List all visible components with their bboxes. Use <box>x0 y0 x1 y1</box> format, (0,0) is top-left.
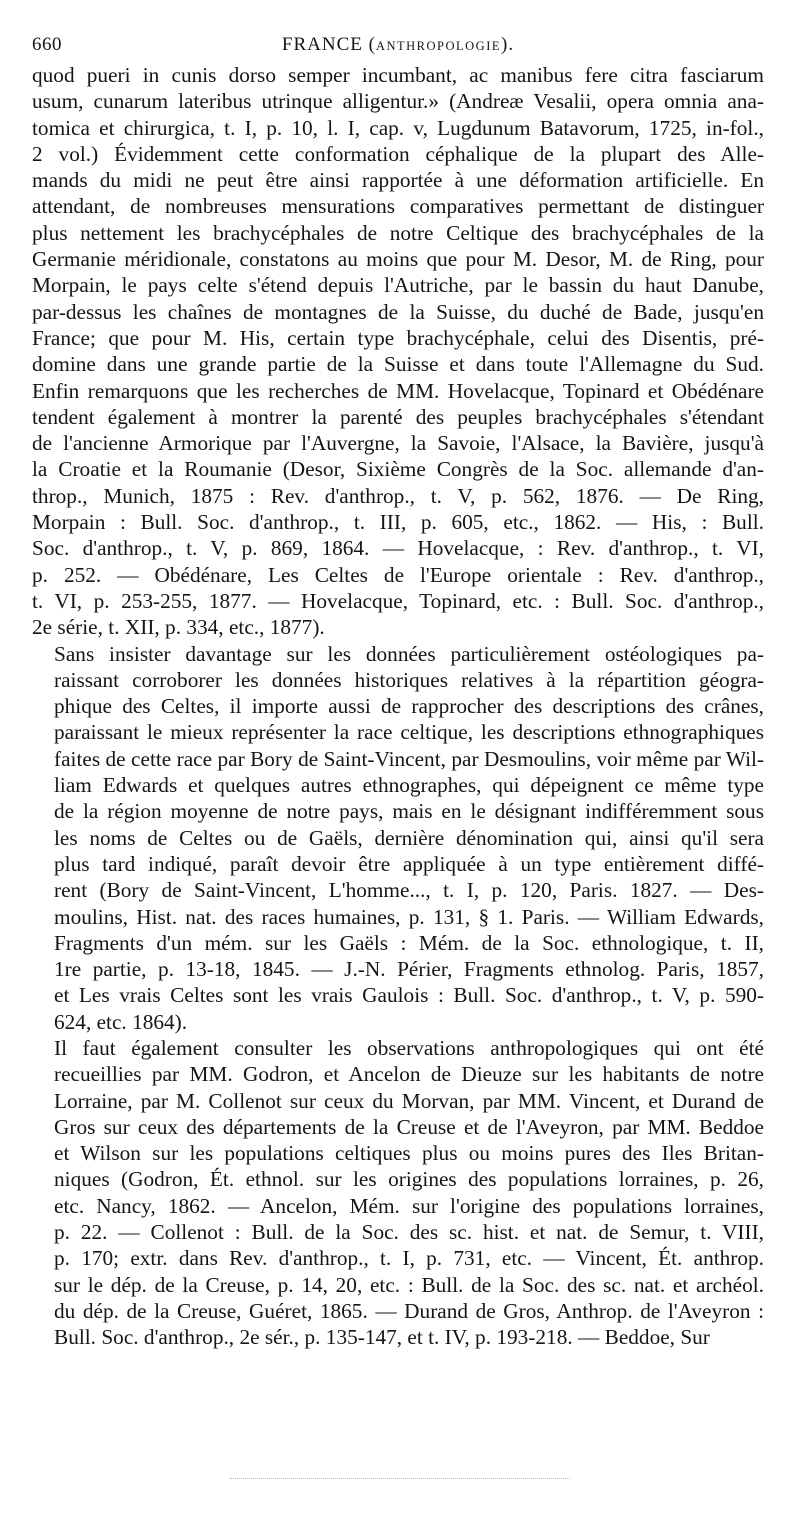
running-head-title: FRANCE <box>281 34 363 55</box>
text-line: p. 252. — Obédénare, Les Celtes de l'Europe orientale : Rev. d'anthrop., <box>32 562 764 587</box>
text-line: moulins, Hist. nat. des races humaines, p. 131, § 1. Paris. — William Edwards, <box>54 904 764 929</box>
text-line: throp., Munich, 1875 : Rev. d'anthrop., t. V, p. 562, 1876. — De Ring, <box>32 483 764 508</box>
text-line: liam Edwards et quelques autres ethnographes, qui dépeignent ce même type <box>54 773 764 798</box>
text-line: tendent également à montrer la parenté des peuples brachycéphales s'étendant <box>32 404 764 429</box>
text-line: mands du midi ne peut être ainsi rapportée à une déformation artificielle. En <box>32 168 764 193</box>
text-line: du dép. de la Creuse, Guéret, 1865. — Durand de Gros, Anthrop. de l'Aveyron : <box>54 1298 764 1323</box>
page-header <box>32 34 764 56</box>
paragraph <box>32 1035 764 1351</box>
paragraph <box>32 641 764 1035</box>
text-line: Gros sur ceux des départements de la Creuse et de l'Aveyron, par MM. Beddoe <box>54 1114 764 1139</box>
text-line: 2e série, t. XII, p. 334, etc., 1877). <box>32 615 325 640</box>
text-line: et Wilson sur les populations celtiques plus ou moins pures des Iles Britan- <box>54 1141 764 1166</box>
text-line: Enfin remarquons que les recherches de MM. Hovelacque, Topinard et Obédénare <box>32 378 764 403</box>
body-text <box>32 62 764 1351</box>
text-line: Sans insister davantage sur les données particulièrement ostéologiques pa- <box>54 641 764 666</box>
text-line: de l'ancienne Armorique par l'Auvergne, la Savoie, l'Alsace, la Bavière, jusqu'à <box>32 431 764 456</box>
text-line: Soc. d'anthrop., t. V, p. 869, 1864. — Hovelacque, : Rev. d'anthrop., t. VI, <box>32 536 764 561</box>
text-line: Morpain, le pays celte s'étend depuis l'Autriche, par le bassin du haut Danube, <box>32 273 764 298</box>
text-line: quod pueri in cunis dorso semper incumbant, ac manibus fere citra fasciarum <box>32 63 764 87</box>
text-line: phique des Celtes, il importe aussi de rapprocher des descriptions des crânes, <box>54 694 764 719</box>
text-line: tomica et chirurgica, t. I, p. 10, l. I, cap. v, Lugdunum Batavorum, 1725, in-fol., <box>32 115 764 140</box>
text-line: Il faut également consulter les observations anthropologiques qui ont été <box>54 1035 764 1060</box>
text-line: recueillies par MM. Godron, et Ancelon de Dieuze sur les habitants de notre <box>54 1062 764 1087</box>
text-line: par-dessus les chaînes de montagnes de la Suisse, du duché de Bade, jusqu'en <box>32 299 764 324</box>
text-line: 1re partie, p. 13-18, 1845. — J.-N. Périer, Fragments ethnolog. Paris, 1857, <box>54 957 764 982</box>
text-line: Fragments d'un mém. sur les Gaëls : Mém. de la Soc. ethnologique, t. II, <box>54 930 764 955</box>
text-line: Lorraine, par M. Collenot sur ceux du Morvan, par MM. Vincent, et Durand de <box>54 1088 764 1113</box>
text-line: Germanie méridionale, constatons au moins que pour M. Desor, M. de Ring, pour <box>32 247 764 272</box>
page-number: 660 <box>32 34 62 55</box>
text-line: Morpain : Bull. Soc. d'anthrop., t. III, p. 605, etc., 1862. — His, : Bull. <box>32 510 764 535</box>
text-line: plus tard indiqué, paraît devoir être appliquée à un type entièrement diffé- <box>54 851 764 876</box>
text-line: p. 170; extr. dans Rev. d'anthrop., t. I, p. 731, etc. — Vincent, Ét. anthrop. <box>54 1246 764 1271</box>
text-line: et Les vrais Celtes sont les vrais Gaulois : Bull. Soc. d'anthrop., t. V, p. 590- <box>54 983 764 1008</box>
text-line: usum, cunarum lateribus utrinque alligentur.» (Andreæ Vesalii, opera omnia ana- <box>32 89 764 114</box>
text-line: domine dans une grande partie de la Suisse et dans toute l'Allemagne du Sud. <box>32 352 764 377</box>
text-line: la Croatie et la Roumanie (Desor, Sixième Congrès de la Soc. allemande d'an- <box>32 457 764 482</box>
text-line: de la région moyenne de notre pays, mais en le désignant indifféremment sous <box>54 799 764 824</box>
text-line: 2 vol.) Évidemment cette conformation céphalique de la plupart des Alle- <box>32 141 764 166</box>
text-line: raissant corroborer les données historiques relatives à la répartition géogra- <box>54 667 764 692</box>
text-line: attendant, de nombreuses mensurations comparatives permettant de distinguer <box>32 194 764 219</box>
text-line: Bull. Soc. d'anthrop., 2e sér., p. 135-147, et t. IV, p. 193-218. — Beddoe, Sur <box>54 1325 710 1350</box>
running-head-paren-close: ). <box>501 34 515 55</box>
text-line: paraissant le mieux représenter la race celtique, les descriptions ethnographiques <box>54 720 764 745</box>
text-line: etc. Nancy, 1862. — Ancelon, Mém. sur l'origine des populations lorraines, <box>54 1193 764 1218</box>
running-head-subtitle: ANTHROPOLOGIE <box>375 39 502 53</box>
text-line: les noms de Celtes ou de Gaëls, dernière dénomination qui, ainsi qu'il sera <box>54 825 764 850</box>
paragraph <box>32 62 764 641</box>
text-line: plus nettement les brachycéphales de notre Celtique des brachycéphales de la <box>32 220 764 245</box>
text-line: niques (Godron, Ét. ethnol. sur les origines des populations lorraines, p. 26, <box>54 1167 764 1192</box>
text-line: faites de cette race par Bory de Saint-Vincent, par Desmoulins, voir même par Wil- <box>54 746 764 771</box>
text-line: sur le dép. de la Creuse, p. 14, 20, etc. : Bull. de la Soc. des sc. nat. et archéol. <box>54 1272 764 1297</box>
text-line: t. VI, p. 253-255, 1877. — Hovelacque, Topinard, etc. : Bull. Soc. d'anthrop., <box>32 588 764 613</box>
text-line: France; que pour M. His, certain type brachycéphale, celui des Disentis, pré- <box>32 325 764 350</box>
text-line: p. 22. — Collenot : Bull. de la Soc. des sc. hist. et nat. de Semur, t. VIII, <box>54 1220 764 1245</box>
running-head-paren-open: ( <box>368 34 376 55</box>
text-line: 624, etc. 1864). <box>54 1009 188 1034</box>
running-head <box>32 34 764 56</box>
text-line: rent (Bory de Saint-Vincent, L'homme..., t. I, p. 120, Paris. 1827. — Des- <box>54 878 764 903</box>
bottom-rule <box>230 1478 570 1480</box>
